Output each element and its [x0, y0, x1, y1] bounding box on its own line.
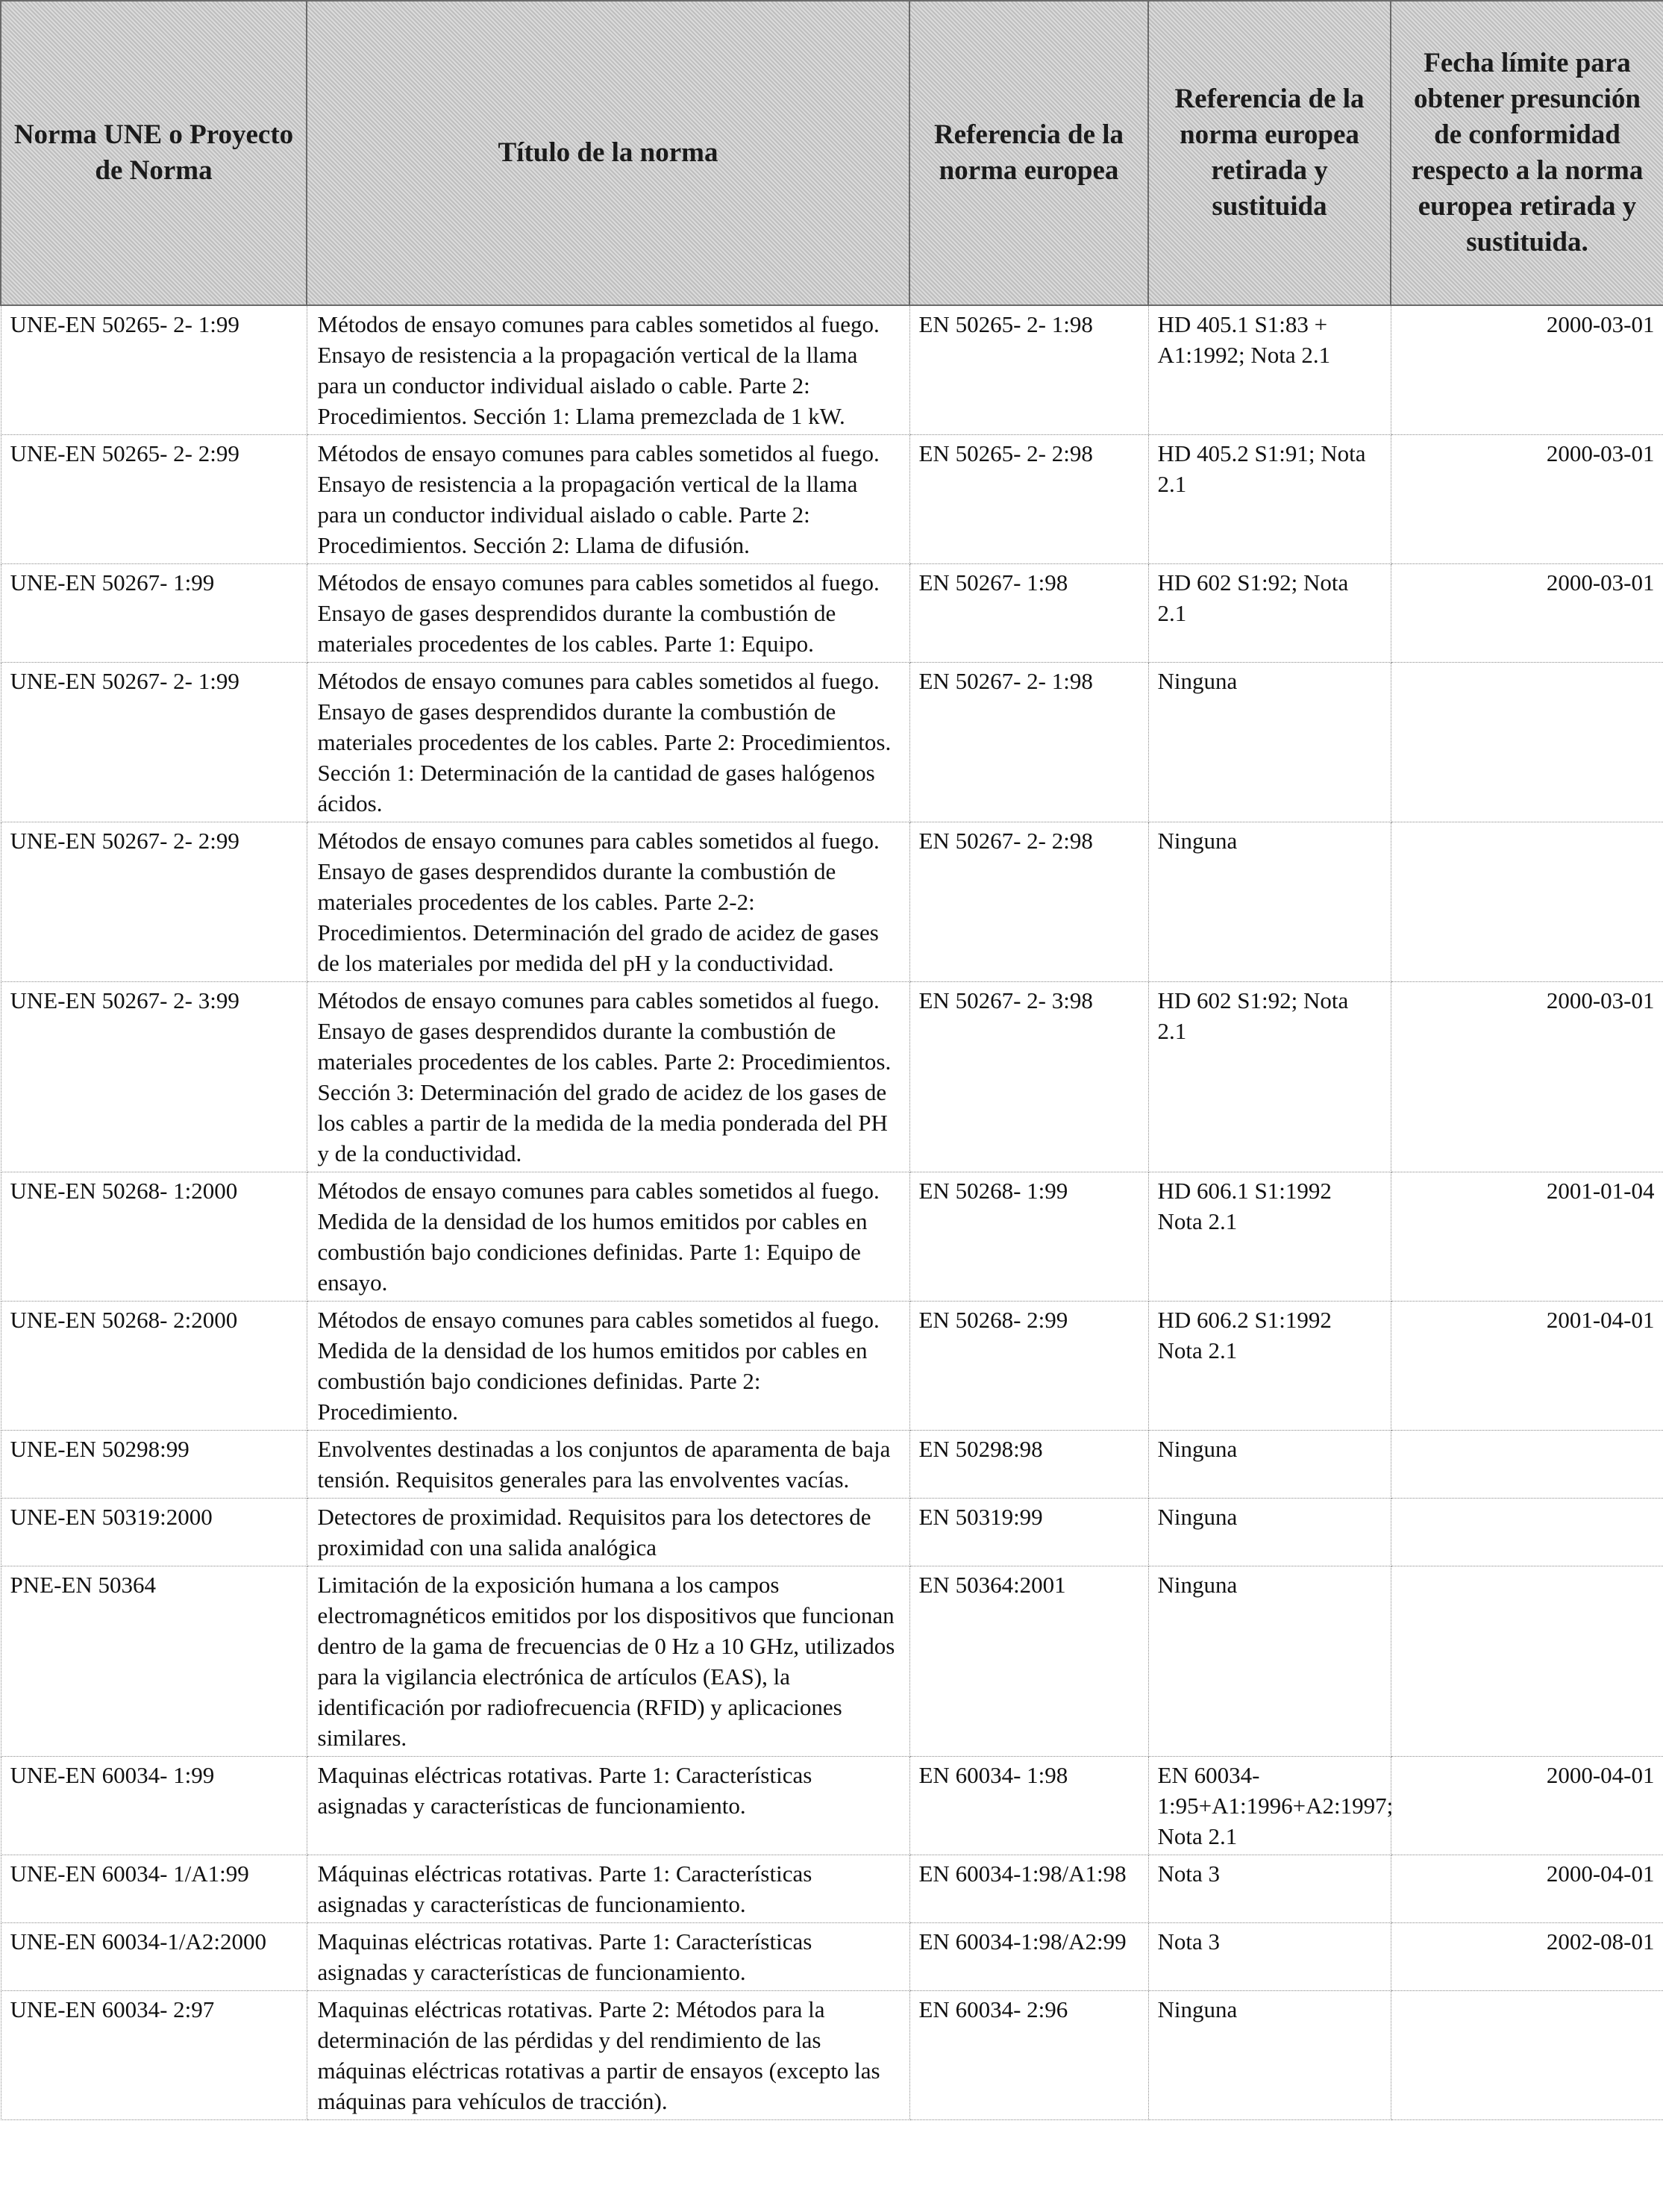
cell-titulo: Limitación de la exposición humana a los campos electromagnéticos emitidos por los dispositivos que funcionan dentro de la gama de frecuencias de 0 Hz a 10 GHz, utilizados para la vigilancia electrónica de artículos (EAS), la identificación por radiofrecuencia (RFID) y aplicaciones similares.: [307, 1566, 909, 1757]
cell-fecha: [1391, 1566, 1663, 1757]
cell-ref-europea: EN 50265- 2- 1:98: [909, 305, 1148, 435]
table-row: [1, 982, 1663, 1172]
cell-fecha: 2000-04-01: [1391, 1855, 1663, 1923]
cell-norma: UNE-EN 50298:99: [1, 1431, 307, 1499]
cell-fecha: 2000-03-01: [1391, 982, 1663, 1172]
cell-ref-retirada: Ninguna: [1148, 822, 1391, 982]
cell-ref-europea: EN 50298:98: [909, 1431, 1148, 1499]
cell-ref-europea: EN 60034- 2:96: [909, 1991, 1148, 2120]
cell-ref-europea: EN 50267- 2- 3:98: [909, 982, 1148, 1172]
cell-ref-retirada: Ninguna: [1148, 1499, 1391, 1566]
table-row: [1, 1302, 1663, 1431]
cell-ref-europea: EN 50267- 1:98: [909, 564, 1148, 663]
cell-norma: UNE-EN 50267- 2- 3:99: [1, 982, 307, 1172]
header-row: [1, 1, 1663, 305]
cell-titulo: Maquinas eléctricas rotativas. Parte 2: Métodos para la determinación de las pérdidas y del rendimiento de las máquinas eléctricas rotativas a partir de ensayos (excepto las máquinas para vehículos de tracción).: [307, 1991, 909, 2120]
cell-norma: UNE-EN 50268- 1:2000: [1, 1172, 307, 1302]
cell-fecha: [1391, 822, 1663, 982]
cell-norma: UNE-EN 50268- 2:2000: [1, 1302, 307, 1431]
cell-ref-retirada: HD 405.2 S1:91; Nota 2.1: [1148, 435, 1391, 564]
cell-ref-retirada: Nota 3: [1148, 1855, 1391, 1923]
header-fecha: Fecha límite para obtener presunción de conformidad respecto a la norma europea retirada y sustituida.: [1391, 1, 1663, 305]
cell-norma: UNE-EN 60034- 1:99: [1, 1757, 307, 1855]
cell-ref-europea: EN 50268- 1:99: [909, 1172, 1148, 1302]
cell-norma: UNE-EN 50265- 2- 2:99: [1, 435, 307, 564]
cell-titulo: Maquinas eléctricas rotativas. Parte 1: Características asignadas y características de funcionamiento.: [307, 1757, 909, 1855]
cell-ref-retirada: HD 602 S1:92; Nota 2.1: [1148, 982, 1391, 1172]
cell-norma: UNE-EN 50267- 2- 2:99: [1, 822, 307, 982]
header-titulo: Título de la norma: [307, 1, 909, 305]
cell-ref-retirada: Ninguna: [1148, 1431, 1391, 1499]
cell-fecha: [1391, 1431, 1663, 1499]
cell-titulo: Métodos de ensayo comunes para cables sometidos al fuego. Ensayo de gases desprendidos durante la combustión de materiales procedentes de los cables. Parte 2-2: Procedimientos. Determinación del grado de acidez de gases de los materiales por medida del pH y la conductividad.: [307, 822, 909, 982]
cell-fecha: [1391, 1499, 1663, 1566]
cell-titulo: Métodos de ensayo comunes para cables sometidos al fuego. Ensayo de gases desprendidos durante la combustión de materiales procedentes de los cables. Parte 1: Equipo.: [307, 564, 909, 663]
cell-ref-retirada: HD 405.1 S1:83 + A1:1992; Nota 2.1: [1148, 305, 1391, 435]
table-row: [1, 1757, 1663, 1855]
cell-titulo: Máquinas eléctricas rotativas. Parte 1: Características asignadas y características de funcionamiento.: [307, 1855, 909, 1923]
header-norma: Norma UNE o Proyecto de Norma: [1, 1, 307, 305]
cell-fecha: 2001-04-01: [1391, 1302, 1663, 1431]
cell-ref-retirada: HD 602 S1:92; Nota 2.1: [1148, 564, 1391, 663]
table-row: [1, 435, 1663, 564]
cell-ref-europea: EN 50267- 2- 2:98: [909, 822, 1148, 982]
cell-fecha: 2000-03-01: [1391, 435, 1663, 564]
table-row: [1, 305, 1663, 435]
cell-ref-europea: EN 50319:99: [909, 1499, 1148, 1566]
cell-ref-europea: EN 50267- 2- 1:98: [909, 663, 1148, 822]
cell-ref-retirada: Ninguna: [1148, 663, 1391, 822]
cell-norma: UNE-EN 60034- 2:97: [1, 1991, 307, 2120]
cell-norma: PNE-EN 50364: [1, 1566, 307, 1757]
table-body: [1, 305, 1663, 2120]
cell-ref-retirada: HD 606.2 S1:1992 Nota 2.1: [1148, 1302, 1391, 1431]
table-row: [1, 1923, 1663, 1991]
cell-ref-retirada: EN 60034-1:95+A1:1996+A2:1997; Nota 2.1: [1148, 1757, 1391, 1855]
cell-ref-retirada: Nota 3: [1148, 1923, 1391, 1991]
cell-ref-europea: EN 50364:2001: [909, 1566, 1148, 1757]
cell-norma: UNE-EN 50319:2000: [1, 1499, 307, 1566]
table-row: [1, 822, 1663, 982]
cell-ref-europea: EN 60034-1:98/A1:98: [909, 1855, 1148, 1923]
cell-fecha: 2000-03-01: [1391, 305, 1663, 435]
table-row: [1, 1566, 1663, 1757]
table-row: [1, 663, 1663, 822]
cell-norma: UNE-EN 50265- 2- 1:99: [1, 305, 307, 435]
cell-norma: UNE-EN 50267- 1:99: [1, 564, 307, 663]
table-row: [1, 1855, 1663, 1923]
cell-titulo: Métodos de ensayo comunes para cables sometidos al fuego. Ensayo de gases desprendidos durante la combustión de materiales procedentes de los cables. Parte 2: Procedimientos. Sección 3: Determinación del grado de acidez de los gases de los cables a partir de la medida de la media ponderada del PH y de la conductividad.: [307, 982, 909, 1172]
cell-ref-retirada: HD 606.1 S1:1992 Nota 2.1: [1148, 1172, 1391, 1302]
cell-titulo: Detectores de proximidad. Requisitos para los detectores de proximidad con una salida analógica: [307, 1499, 909, 1566]
cell-norma: UNE-EN 60034- 1/A1:99: [1, 1855, 307, 1923]
cell-ref-europea: EN 60034-1:98/A2:99: [909, 1923, 1148, 1991]
table-row: [1, 564, 1663, 663]
cell-fecha: [1391, 663, 1663, 822]
cell-fecha: 2000-03-01: [1391, 564, 1663, 663]
table-row: [1, 1991, 1663, 2120]
cell-titulo: Métodos de ensayo comunes para cables sometidos al fuego. Ensayo de resistencia a la propagación vertical de la llama para un conductor individual aislado o cable. Parte 2: Procedimientos. Sección 1: Llama premezclada de 1 kW.: [307, 305, 909, 435]
header-ref-retirada: Referencia de la norma europea retirada y sustituida: [1148, 1, 1391, 305]
cell-titulo: Maquinas eléctricas rotativas. Parte 1: Características asignadas y características de funcionamiento.: [307, 1923, 909, 1991]
header-ref-europea: Referencia de la norma europea: [909, 1, 1148, 305]
table-row: [1, 1431, 1663, 1499]
cell-fecha: 2000-04-01: [1391, 1757, 1663, 1855]
cell-titulo: Métodos de ensayo comunes para cables sometidos al fuego. Medida de la densidad de los humos emitidos por cables en combustión bajo condiciones definidas. Parte 2: Procedimiento.: [307, 1302, 909, 1431]
cell-titulo: Métodos de ensayo comunes para cables sometidos al fuego. Ensayo de resistencia a la propagación vertical de la llama para un conductor individual aislado o cable. Parte 2: Procedimientos. Sección 2: Llama de difusión.: [307, 435, 909, 564]
cell-fecha: [1391, 1991, 1663, 2120]
cell-ref-retirada: Ninguna: [1148, 1566, 1391, 1757]
cell-titulo: Métodos de ensayo comunes para cables sometidos al fuego. Ensayo de gases desprendidos durante la combustión de materiales procedentes de los cables. Parte 2: Procedimientos. Sección 1: Determinación de la cantidad de gases halógenos ácidos.: [307, 663, 909, 822]
cell-norma: UNE-EN 50267- 2- 1:99: [1, 663, 307, 822]
cell-ref-europea: EN 50265- 2- 2:98: [909, 435, 1148, 564]
cell-ref-retirada: Ninguna: [1148, 1991, 1391, 2120]
cell-titulo: Envolventes destinadas a los conjuntos de aparamenta de baja tensión. Requisitos generales para las envolventes vacías.: [307, 1431, 909, 1499]
cell-ref-europea: EN 50268- 2:99: [909, 1302, 1148, 1431]
cell-fecha: 2002-08-01: [1391, 1923, 1663, 1991]
table-row: [1, 1499, 1663, 1566]
cell-ref-europea: EN 60034- 1:98: [909, 1757, 1148, 1855]
cell-norma: UNE-EN 60034-1/A2:2000: [1, 1923, 307, 1991]
cell-titulo: Métodos de ensayo comunes para cables sometidos al fuego. Medida de la densidad de los humos emitidos por cables en combustión bajo condiciones definidas. Parte 1: Equipo de ensayo.: [307, 1172, 909, 1302]
table-row: [1, 1172, 1663, 1302]
cell-fecha: 2001-01-04: [1391, 1172, 1663, 1302]
